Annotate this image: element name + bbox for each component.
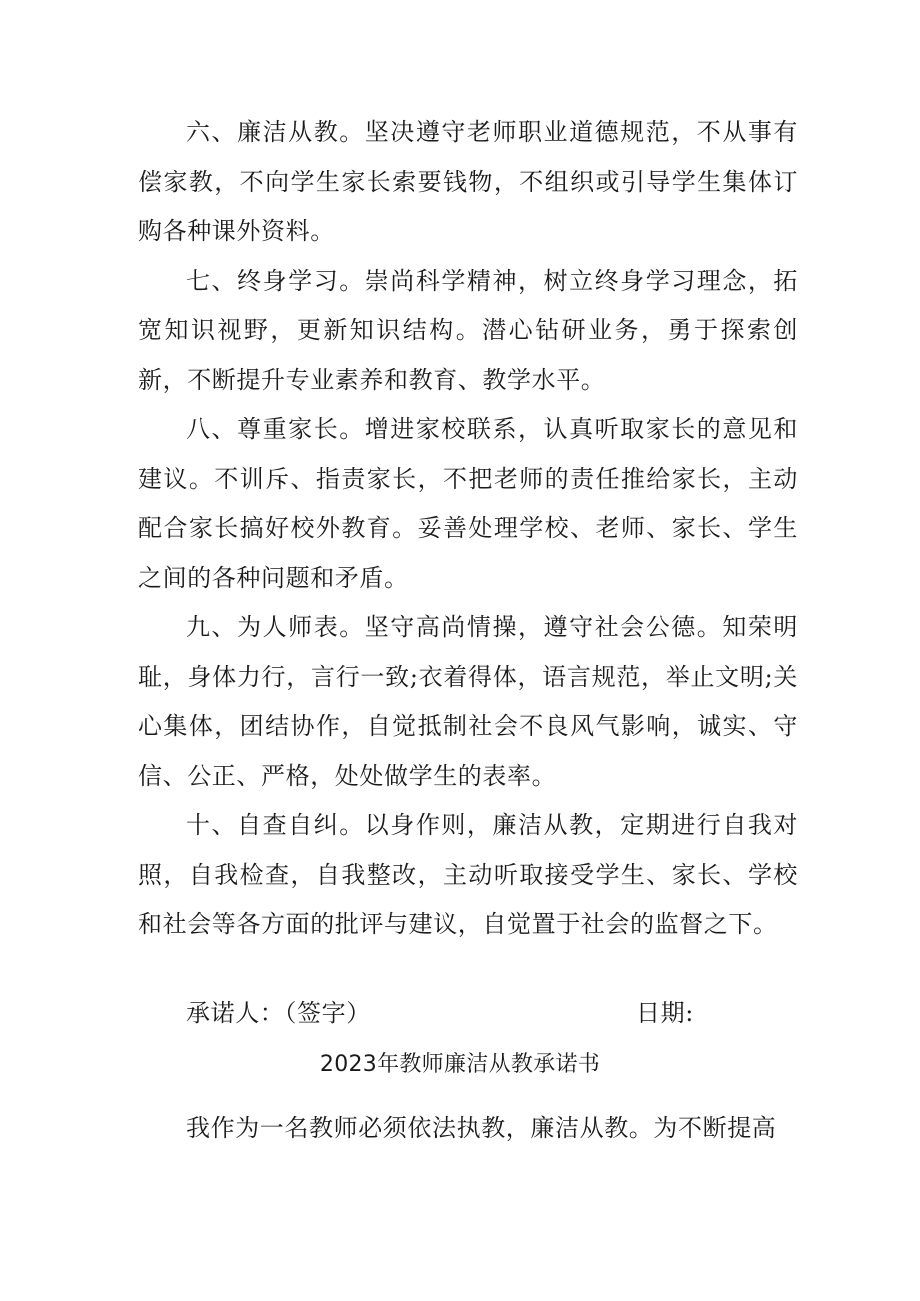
paragraph-respect-parents: 八、尊重家长。增进家校联系，认真听取家长的意见和建议。不训斥、指责家长，不把老师的责任推给家长，主动配合家长搞好校外教育。妥善处理学校、老师、家长、学生之间的各种问题和矛盾。 xyxy=(138,415,798,592)
date-label: 日期: xyxy=(636,999,694,1027)
commitment-body xyxy=(138,108,798,950)
paragraph-integrity: 六、廉洁从教。坚决遵守老师职业道德规范，不从事有偿家教，不向学生家长索要钱物，不组织或引导学生集体订购各种课外资料。 xyxy=(138,118,798,245)
signature-line xyxy=(138,993,798,1033)
next-document-title: 2023年教师廉洁从教承诺书 xyxy=(319,1052,601,1077)
promisor-signature-label: 承诺人：（签字） xyxy=(186,999,371,1027)
paragraph-self-check: 十、自查自纠。以身作则，廉洁从教，定期进行自我对照，自我检查，自我整改，主动听取接受学生、家长、学校和社会等各方面的批评与建议，自觉置于社会的监督之下。 xyxy=(138,811,798,938)
paragraph-role-model: 九、为人师表。坚守高尚情操，遵守社会公德。知荣明耻，身体力行，言行一致;衣着得体，语言规范，举止文明;关心集体，团结协作，自觉抵制社会不良风气影响，诚实、守信、公正、严格，处处做学生的表率。 xyxy=(138,613,798,790)
next-paragraph-opening: 我作为一名教师必须依法执教，廉洁从教。为不断提高 xyxy=(186,1114,777,1142)
next-document-body xyxy=(138,1104,798,1154)
paragraph-lifelong-learning: 七、终身学习。崇尚科学精神，树立终身学习理念，拓宽知识视野，更新知识结构。潜心钻研业务，勇于探索创新，不断提升专业素养和教育、教学水平。 xyxy=(138,266,798,394)
